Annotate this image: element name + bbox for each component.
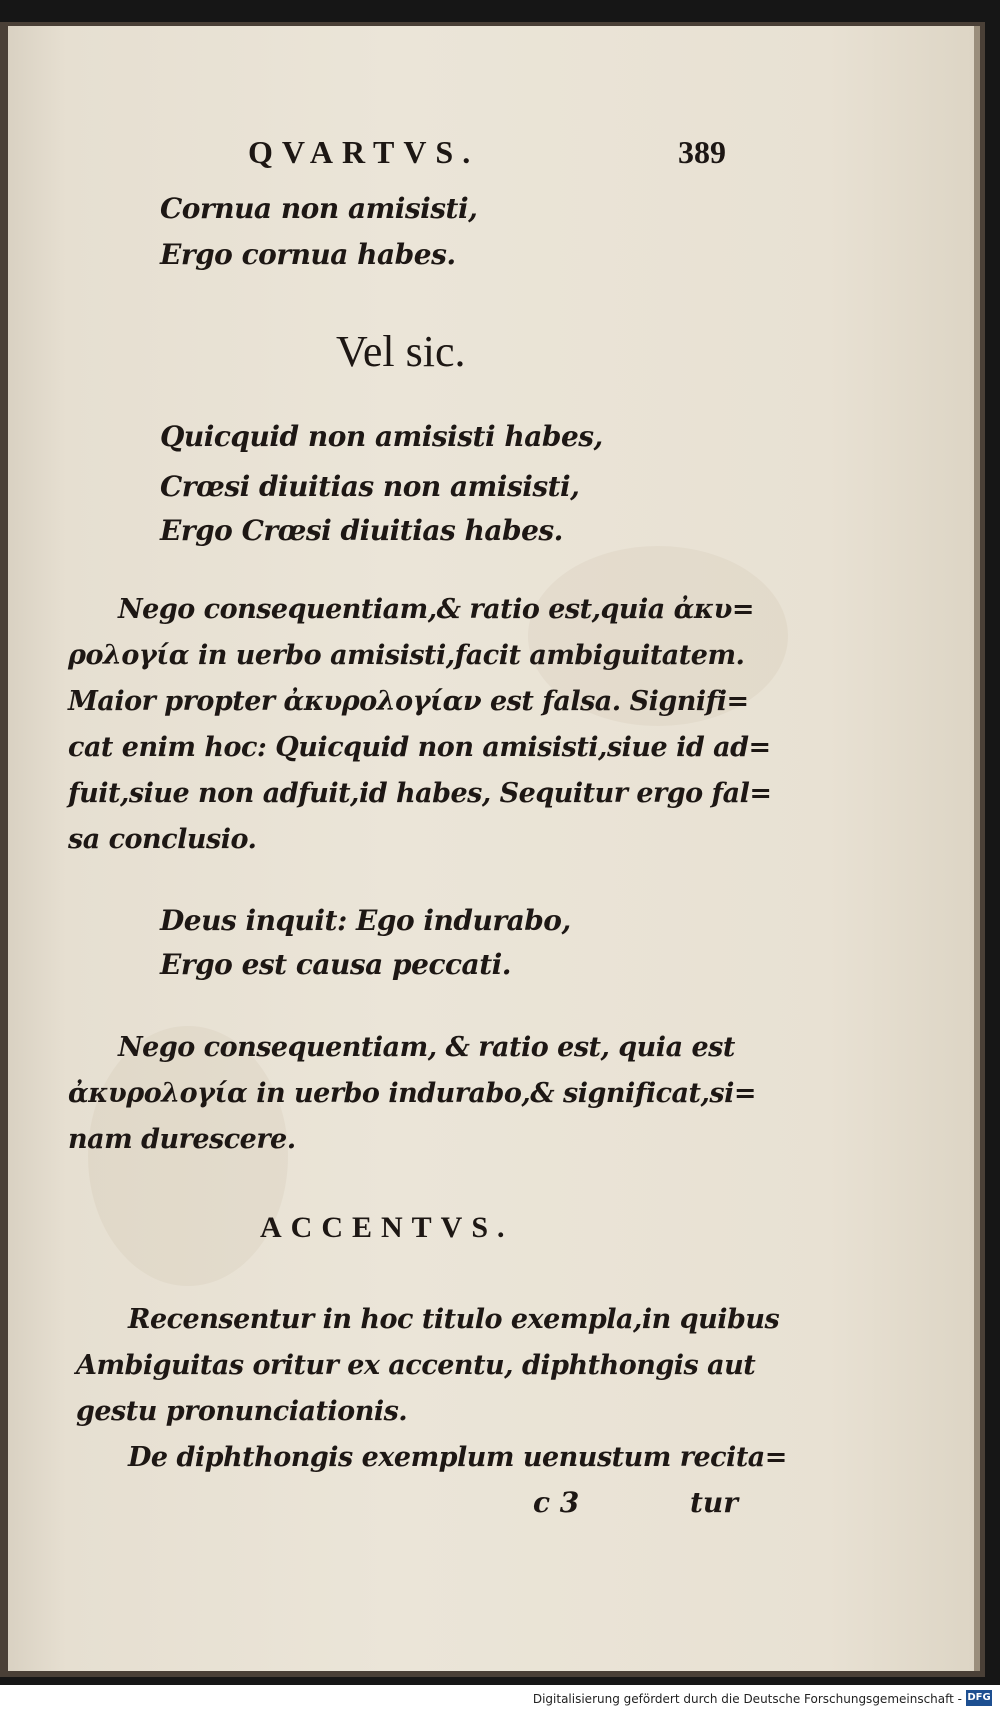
paragraph-line: sa conclusio. xyxy=(68,824,257,855)
verse-line: Crœsi diuitias non amisisti, xyxy=(160,470,580,503)
page-number: 389 xyxy=(678,134,726,170)
paragraph-line: Ambiguitas oritur ex accentu, diphthongis aut xyxy=(76,1350,756,1381)
verse-line: Ergo cornua habes. xyxy=(160,238,456,271)
verse-line: Quicquid non amisisti habes, xyxy=(160,420,603,453)
verse-line: Cornua non amisisti, xyxy=(160,192,478,225)
paragraph-line: Nego consequentiam, & ratio est, quia est xyxy=(118,1032,735,1063)
funding-credit: Digitalisierung gefördert durch die Deutsche Forschungsgemeinschaft - xyxy=(532,1692,962,1706)
verse-line: Ergo Crœsi diuitias habes. xyxy=(160,514,563,547)
paragraph-line: ρολογία in uerbo amisisti,facit ambiguitatem. xyxy=(68,640,745,671)
dfg-logo: DFG xyxy=(966,1690,992,1706)
signature-mark: c 3 xyxy=(533,1486,580,1519)
paragraph-line: De diphthongis exemplum uenustum recita= xyxy=(128,1442,787,1473)
verse-line: Deus inquit: Ego indurabo, xyxy=(160,904,571,937)
verse-line: Ergo est causa peccati. xyxy=(160,948,512,981)
running-head: QVARTVS. xyxy=(248,134,480,170)
paper-stain xyxy=(88,1026,288,1286)
paragraph-line: Nego consequentiam,& ratio est,quia ἀκυ= xyxy=(118,594,755,625)
section-heading: Vel sic. xyxy=(336,327,466,376)
section-heading: ACCENTVS. xyxy=(260,1211,514,1244)
paragraph-line: ἀκυρολογία in uerbo indurabo,& significat,si= xyxy=(68,1078,756,1109)
paragraph-line: fuit,siue non adfuit,id habes, Sequitur ergo fal= xyxy=(68,778,772,809)
paragraph-line: gestu pronunciationis. xyxy=(76,1396,408,1427)
paragraph-line: nam durescere. xyxy=(68,1124,296,1155)
book-page xyxy=(8,26,980,1671)
paragraph-line: Recensentur in hoc titulo exempla,in quibus xyxy=(128,1304,780,1335)
catchword: tur xyxy=(690,1486,739,1519)
paragraph-line: Maior propter ἀκυρολογίαν est falsa. Signifi= xyxy=(68,686,749,717)
paragraph-line: cat enim hoc: Quicquid non amisisti,siue id ad= xyxy=(68,732,771,763)
